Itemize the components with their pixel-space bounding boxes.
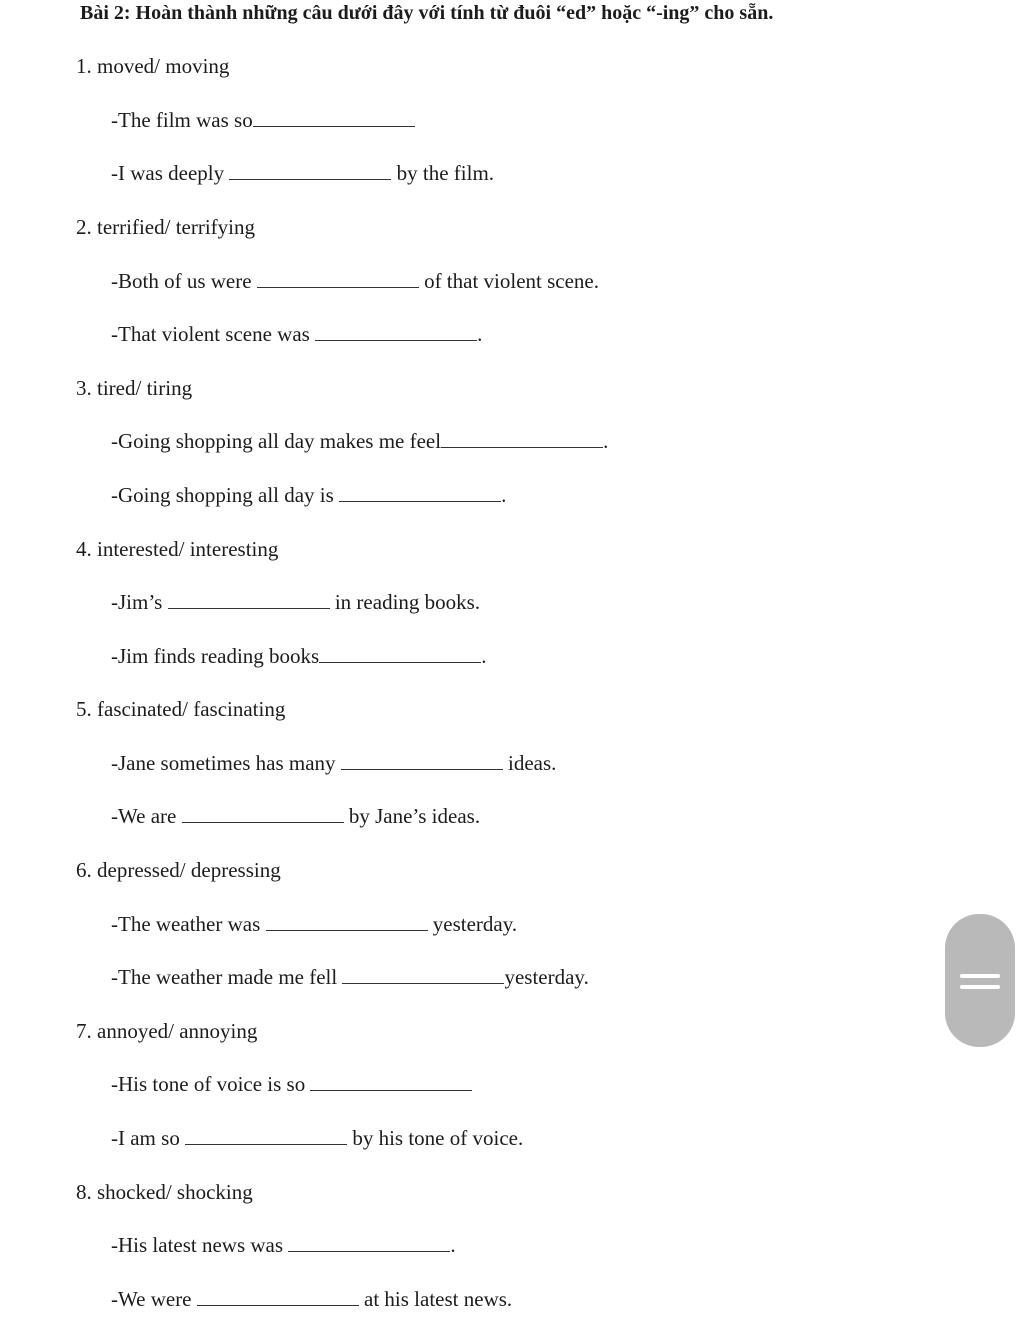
sentence-text: -We were (111, 1287, 197, 1311)
answer-blank[interactable] (342, 969, 504, 984)
answer-blank[interactable] (310, 1076, 472, 1091)
answer-blank[interactable] (315, 326, 477, 341)
answer-blank[interactable] (339, 487, 501, 502)
sentence-text: -His tone of voice is so (111, 1072, 311, 1096)
sentence (111, 751, 556, 776)
answer-blank[interactable] (441, 433, 603, 448)
answer-blank[interactable] (266, 916, 428, 931)
answer-blank[interactable] (341, 755, 503, 770)
sentence-text: -His latest news was (111, 1233, 289, 1257)
sentence (111, 965, 589, 990)
scroll-handle[interactable] (945, 914, 1015, 1047)
sentence (111, 108, 415, 133)
answer-blank[interactable] (288, 1237, 450, 1252)
sentence-text: -Both of us were (111, 269, 257, 293)
drag-handle-icon (945, 914, 1015, 1047)
sentence-text: -The weather made me fell (111, 965, 343, 989)
sentence-text: of that violent scene. (418, 269, 600, 293)
group-heading: 5. fascinated/ fascinating (76, 697, 286, 721)
answer-blank[interactable] (185, 1130, 347, 1145)
sentence-text: -Jim finds reading books (111, 644, 320, 668)
sentence (111, 269, 599, 294)
answer-blank[interactable] (229, 165, 391, 180)
exercise-title: Bài 2: Hoàn thành những câu dưới đây với tính từ đuôi “ed” hoặc “-ing” cho sẵn. (80, 2, 774, 24)
group-heading: 3. tired/ tiring (76, 376, 193, 400)
sentence-text: -Jane sometimes has many (111, 751, 341, 775)
group-heading: 4. interested/ interesting (76, 537, 279, 561)
sentence-text: -Going shopping all day makes me feel (111, 429, 442, 453)
answer-blank[interactable] (253, 112, 415, 127)
sentence (111, 590, 480, 615)
sentence-text: -Jim’s (111, 590, 168, 614)
sentence-text: ideas. (502, 751, 557, 775)
sentence (111, 1126, 523, 1151)
group-heading: 2. terrified/ terrifying (76, 215, 256, 239)
group-heading: 7. annoyed/ annoying (76, 1019, 258, 1043)
sentence-text: . (481, 644, 487, 668)
sentence-text: yesterday. (427, 912, 518, 936)
sentence (111, 1072, 472, 1097)
sentence-text: by Jane’s ideas. (343, 804, 481, 828)
sentence-text: in reading books. (329, 590, 481, 614)
sentence-text: by the film. (391, 161, 495, 185)
sentence (111, 161, 494, 186)
answer-blank[interactable] (182, 808, 344, 823)
sentence (111, 644, 486, 669)
sentence-text: -The weather was (111, 912, 266, 936)
sentence-text: . (477, 322, 483, 346)
answer-blank[interactable] (197, 1291, 359, 1306)
sentence-text: -I am so (111, 1126, 186, 1150)
sentence-text: . (450, 1233, 456, 1257)
sentence (111, 1233, 456, 1258)
group-heading: 1. moved/ moving (76, 54, 230, 78)
group-heading: 8. shocked/ shocking (76, 1180, 253, 1204)
sentence-text: . (501, 483, 507, 507)
answer-blank[interactable] (168, 594, 330, 609)
sentence-text: -That violent scene was (111, 322, 316, 346)
sentence-text: -I was deeply (111, 161, 230, 185)
sentence (111, 322, 482, 347)
sentence-text: -Going shopping all day is (111, 483, 340, 507)
sentence-text: . (603, 429, 609, 453)
sentence (111, 1287, 512, 1312)
sentence (111, 804, 480, 829)
sentence (111, 483, 506, 508)
sentence-text: by his tone of voice. (347, 1126, 524, 1150)
sentence-text: -The film was so (111, 108, 253, 132)
sentence (111, 429, 608, 454)
sentence-text: yesterday. (504, 965, 589, 989)
sentence (111, 912, 517, 937)
answer-blank[interactable] (319, 648, 481, 663)
sentence-text: at his latest news. (358, 1287, 513, 1311)
group-heading: 6. depressed/ depressing (76, 858, 281, 882)
answer-blank[interactable] (257, 273, 419, 288)
sentence-text: -We are (111, 804, 182, 828)
